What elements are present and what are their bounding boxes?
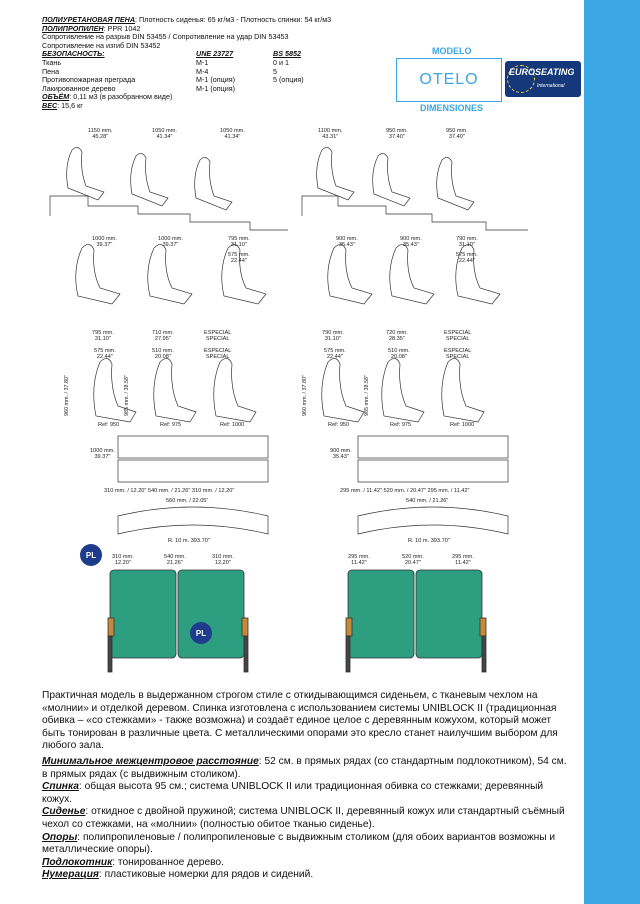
front-view-left (108, 570, 248, 672)
dim-label: 950 mm. 37.40" (446, 128, 468, 141)
dim-label: 710 mm. 27.95" (152, 330, 174, 343)
dim-label: 720 mm. 28.35" (386, 330, 408, 343)
chair-profile (382, 358, 424, 422)
euroseating-logo (505, 61, 581, 97)
note-item (42, 869, 572, 882)
dim-label: 1000 mm. 39.37" (158, 236, 183, 249)
dim-label: 790 mm. 31.10" (456, 236, 478, 249)
material-spec (42, 16, 382, 111)
note-label: Опоры (42, 831, 78, 843)
spec-row-name: Пена (42, 67, 60, 76)
model-name-box (396, 58, 502, 102)
tier-steps-right (302, 196, 528, 230)
spec-text: : Плотность сиденья: 65 кг/м3 - Плотность спинки: 54 кг/м3 (135, 15, 332, 24)
note-item (42, 781, 572, 806)
chair-profile (390, 244, 434, 304)
chair-drawings-svg (40, 118, 560, 688)
modelo-label: MODELO (432, 46, 472, 56)
note-label: Сиденье (42, 806, 86, 818)
ref-label: Ref: 1000 (220, 422, 245, 428)
technical-drawings (40, 118, 560, 688)
height-dim: 960 mm. / 37.80" (64, 375, 70, 416)
curve-radius-dim: R. 10 m. 393.70" (408, 538, 450, 544)
note-item (42, 832, 572, 857)
std-une: UNE 23727 (196, 49, 234, 59)
note-text: : пластиковые номерки для рядов и сидений. (98, 869, 314, 881)
ref-label: Ref: 1000 (450, 422, 475, 428)
safety-label: БЕЗОПАСНОСТЬ: (42, 50, 105, 59)
note-label: Минимальное межцентровое расстояние (42, 756, 259, 767)
volume-label: ОБЪЁМ (42, 92, 70, 102)
chair-profile (131, 153, 168, 206)
ref-label: Ref: 975 (160, 422, 182, 428)
ref-label: Ref: 950 (328, 422, 350, 428)
spec-text: Сопротивление на изгиб DIN 53452 (42, 40, 161, 50)
front-view-right (346, 570, 486, 672)
front-dim: 295 mm. 11.42" (348, 554, 370, 567)
chair-profile (437, 157, 474, 210)
plan-row-left (118, 436, 268, 458)
height-dim: 985 mm. / 38.58" (364, 375, 370, 416)
tier-steps-left (50, 196, 288, 230)
feature-notes (42, 756, 572, 882)
dimensiones-label: DIMENSIONES (420, 103, 484, 113)
note-label: Нумерация (42, 869, 99, 881)
dim-label: 575 mm. 22.44" (324, 348, 346, 361)
height-dim: 985 mm. / 38.58" (124, 375, 130, 416)
dim-label: 795 mm. 31.10" (228, 236, 250, 249)
spec-row-v1: M-1 (опция) (196, 83, 236, 93)
front-dim: 310 mm. 12.20" (212, 554, 234, 567)
volume-text: : 0,11 м3 (в разобранном виде) (69, 92, 173, 102)
dim-label: 510 mm. 20.08" (388, 348, 410, 361)
pl-badge-icon: PL (80, 544, 102, 566)
note-text: : общая высота 95 см.; система UNIBLOCK II или традиционная обивка со стежками; деревянный кожух. (42, 781, 544, 805)
curved-row-right (358, 507, 508, 534)
plan-bottom-dim: 295 mm. / 11.42" 520 mm. / 20.47" 295 mm. / 11.42" (340, 488, 470, 494)
spec-row-name: Противопожарная преграда (42, 76, 136, 85)
ref-label: Ref: 950 (98, 422, 120, 428)
model-name: OTELO (419, 71, 479, 88)
chair-profile (67, 147, 104, 200)
dim-label: 575 mm. 22.44" (456, 252, 478, 265)
spec-row-v2: 5 (опция) (273, 75, 304, 85)
description-paragraph: Практичная модель в выдержанном строгом стиле с откидывающимся сиденьем, с тканевым чехлом на «молнии» и отделкой деревом. Спинка изготовлена с использованием системы UNIBLOCK II (традиционная обивка – «со стежками» - также возможна) и создаёт единое целое с деревянным кожухом, который может быть тонирован в различные цвета. С металлическими опорами это кресло станет наилучшим выбором для любого зала. (42, 690, 558, 752)
front-dim: 310 mm. 12.20" (112, 554, 134, 567)
dim-label: ESPECIAL SPECIAL (444, 348, 472, 361)
chair-profile (317, 147, 354, 200)
dim-label: 900 mm. 35.43" (336, 236, 358, 249)
spec-row-v2: 0 и 1 (273, 57, 290, 67)
spec-row-v1: M-1 (опция) (196, 75, 236, 85)
chair-profile (322, 358, 364, 422)
ref-label: Ref: 975 (390, 422, 412, 428)
dim-label: 790 mm. 31.10" (322, 330, 344, 343)
weight-label: ВЕС (42, 100, 58, 110)
spec-row-v1: M-1 (196, 57, 209, 67)
chair-profile (442, 358, 484, 422)
dim-label: 900 mm. 35.43" (400, 236, 422, 249)
weight-text: : 15,6 кг (57, 100, 83, 110)
std-bs: BS 5852 (273, 49, 301, 59)
dim-label: 575 mm. 22.44" (228, 252, 250, 265)
chair-profile (195, 157, 232, 210)
plan-row-right (358, 436, 508, 458)
plan-row-left (118, 460, 268, 482)
spec-row-name: Лакированное дерево (42, 84, 116, 93)
chair-profile (148, 244, 192, 304)
plan-row-right (358, 460, 508, 482)
spec-row-v2 (273, 85, 353, 94)
blue-sidebar (584, 0, 640, 904)
dim-label: 1050 mm. 41.34" (152, 128, 177, 141)
curved-row-left (118, 507, 268, 534)
dim-label: ESPECIAL SPECIAL (204, 330, 232, 343)
dim-label: 795 mm. 31.10" (92, 330, 114, 343)
chair-profile (328, 244, 372, 304)
curve-top-dim: 540 mm. / 21.26" (406, 498, 449, 504)
dim-label: 575 mm. 22.44" (94, 348, 116, 361)
front-dim: 295 mm. 11.42" (452, 554, 474, 567)
spec-label: ПОЛИПРОПИЛЕН (42, 23, 104, 33)
pl-badge-icon: PL (190, 622, 212, 644)
logo-text: EUROSEATING (509, 67, 575, 77)
dim-label: 950 mm. 37.40" (386, 128, 408, 141)
chair-profile (154, 358, 196, 422)
spec-text: : PPR 1042 (103, 23, 141, 33)
front-dim: 520 mm. 20.47" (402, 554, 424, 567)
curve-top-dim: 560 mm. / 22.05" (166, 498, 209, 504)
plan-side-dim: 900 mm. 35.43" (330, 448, 352, 461)
spec-row-name: Ткань (42, 58, 62, 67)
note-text: : полипропиленовые / полипропиленовые с выдвижным столиком (для обоих вариантов возможны и металлические опоры). (42, 831, 556, 856)
plan-bottom-dim: 310 mm. / 12.20" 540 mm. / 21.26" 310 mm. / 12.20" (104, 488, 235, 494)
dim-label: ESPECIAL SPECIAL (204, 348, 232, 361)
dim-label: 1050 mm. 41.34" (220, 128, 245, 141)
dim-label: 1100 mm. 43.31" (318, 128, 343, 141)
curve-radius-dim: R. 10 m. 393.70" (168, 538, 210, 544)
spec-row-v1: M-4 (196, 66, 209, 76)
spec-row-v2: 5 (273, 66, 277, 76)
note-text: : откидное с двойной пружиной; система UNIBLOCK II, деревянный кожух или стандартный съёмный чехол со стежками, на «молнии» (полностью обитое тканью сиденье). (42, 806, 565, 830)
logo-subtext: International (537, 83, 565, 89)
note-text: : 52 см. в прямых рядах (со стандартным подлокотником), 54 см. в прямых рядах (с выдвижным столиком). (42, 756, 567, 780)
spec-text: Сопротивление на разрыв DIN 53455 / Сопротивление на удар DIN 53453 (42, 32, 289, 42)
note-label: Подлокотник (42, 856, 113, 868)
dim-label: 510 mm. 20.08" (152, 348, 174, 361)
note-item (42, 806, 572, 831)
note-item (42, 756, 572, 781)
chair-profile (373, 153, 410, 206)
note-label: Спинка (42, 781, 79, 793)
chair-profile (214, 358, 256, 422)
chair-profile (76, 244, 120, 304)
dim-label: 1150 mm. 45.28" (88, 128, 113, 141)
dim-label: ESPECIAL SPECIAL (444, 330, 472, 343)
note-text: : тонированное дерево. (112, 856, 224, 868)
note-item (42, 857, 572, 870)
front-dim: 540 mm. 21.26" (164, 554, 186, 567)
dim-label: 1000 mm. 39.37" (92, 236, 117, 249)
plan-side-dim: 1000 mm. 39.37" (90, 448, 115, 461)
height-dim: 960 mm. / 37.80" (302, 375, 308, 416)
spec-label: ПОЛИУРЕТАНОВАЯ ПЕНА (42, 15, 136, 24)
